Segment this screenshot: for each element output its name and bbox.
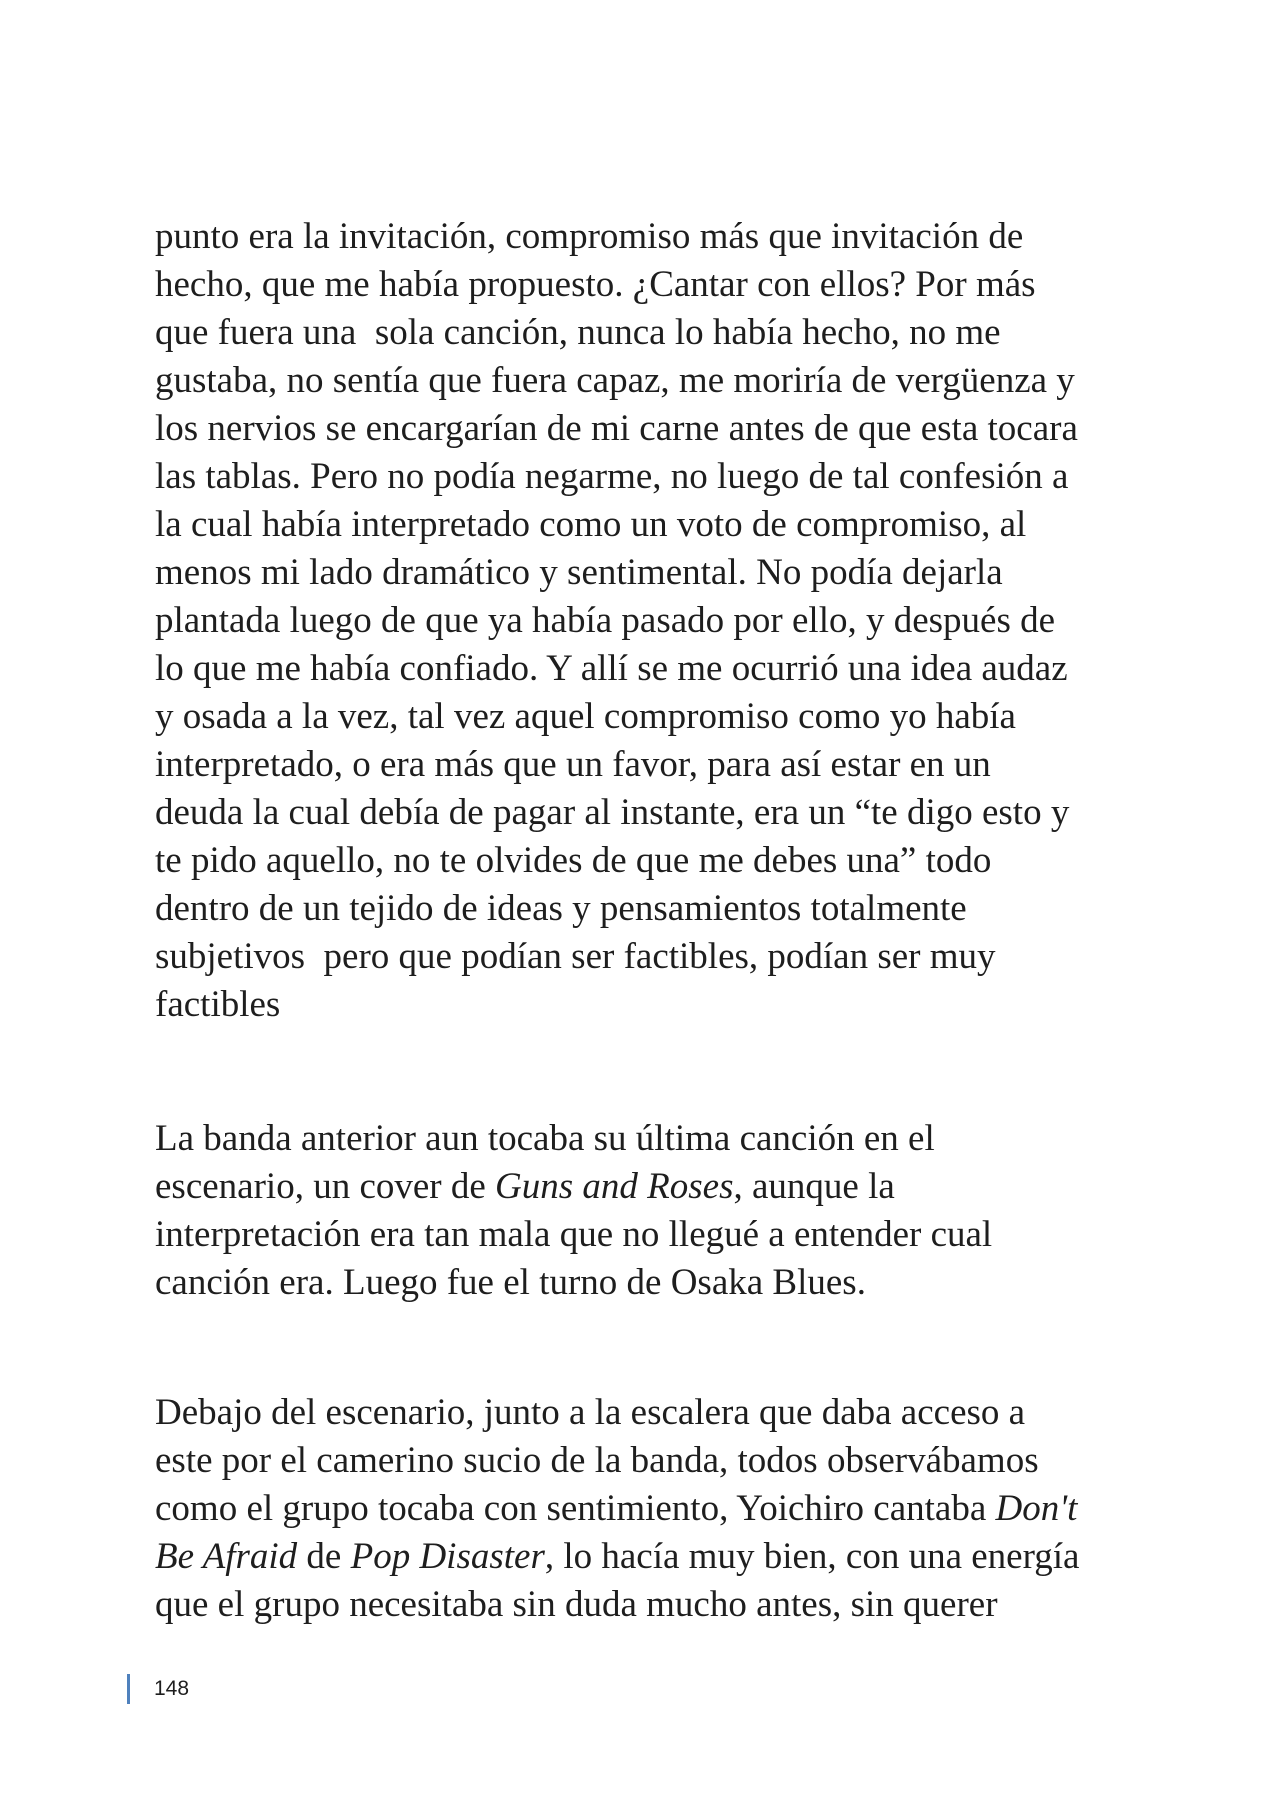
text-run: de — [297, 1536, 351, 1577]
text-run: , lo hacía muy bien, con una energía — [544, 1536, 1080, 1577]
text-run: escenario, un cover de — [155, 1166, 496, 1207]
page-number: 148 — [154, 1677, 190, 1700]
text-line — [155, 1533, 1155, 1581]
text-line: los nervios se encargarían de mi carne antes de que esta tocara — [155, 408, 1078, 449]
text-line — [155, 1163, 1155, 1211]
text-line: las tablas. Pero no podía negarme, no luego de tal confesión a — [155, 456, 1069, 497]
paragraph-3 — [155, 1389, 1155, 1629]
text-line: la cual había interpretado como un voto de compromiso, al — [155, 504, 1027, 545]
footer-accent-bar — [127, 1674, 130, 1704]
italic-title: Pop Disaster — [350, 1536, 545, 1577]
text-line: te pido aquello, no te olvides de que me debes una” todo — [155, 840, 992, 881]
text-line: lo que me había confiado. Y allí se me ocurrió una idea audaz — [155, 648, 1068, 689]
paragraph-1 — [155, 213, 1155, 1029]
text-line: factibles — [155, 984, 281, 1025]
text-run: como el grupo tocaba con sentimiento, Yoichiro cantaba — [155, 1488, 996, 1529]
italic-title: Guns and Roses — [495, 1166, 734, 1207]
text-line: interpretado, o era más que un favor, para así estar en un — [155, 744, 991, 785]
text-line: este por el camerino sucio de la banda, todos observábamos — [155, 1440, 1039, 1481]
text-line: y osada a la vez, tal vez aquel compromiso como yo había — [155, 696, 1016, 737]
text-line: hecho, que me había propuesto. ¿Cantar con ellos? Por más — [155, 264, 1036, 305]
italic-title: Don't — [995, 1488, 1078, 1529]
text-line: plantada luego de que ya había pasado por ello, y después de — [155, 600, 1056, 641]
paragraph-2 — [155, 1115, 1155, 1307]
text-line: punto era la invitación, compromiso más que invitación de — [155, 216, 1024, 257]
text-line: canción era. Luego fue el turno de Osaka Blues. — [155, 1262, 866, 1303]
text-line: interpretación era tan mala que no llegué a entender cual — [155, 1214, 993, 1255]
italic-title: Be Afraid — [155, 1536, 298, 1577]
text-line: que el grupo necesitaba sin duda mucho antes, sin querer — [155, 1584, 998, 1625]
text-line: Debajo del escenario, junto a la escalera que daba acceso a — [155, 1392, 1026, 1433]
text-line: menos mi lado dramático y sentimental. No podía dejarla — [155, 552, 1003, 593]
text-line: La banda anterior aun tocaba su última canción en el — [155, 1118, 935, 1159]
text-line: gustaba, no sentía que fuera capaz, me moriría de vergüenza y — [155, 360, 1075, 401]
text-line — [155, 1485, 1155, 1533]
text-run: , aunque la — [733, 1166, 895, 1207]
text-line: dentro de un tejido de ideas y pensamientos totalmente — [155, 888, 967, 929]
text-line: deuda la cual debía de pagar al instante, era un “te digo esto y — [155, 792, 1070, 833]
text-line: que fuera una sola canción, nunca lo había hecho, no me — [155, 312, 1001, 353]
text-line: subjetivos pero que podían ser factibles, podían ser muy — [155, 936, 996, 977]
